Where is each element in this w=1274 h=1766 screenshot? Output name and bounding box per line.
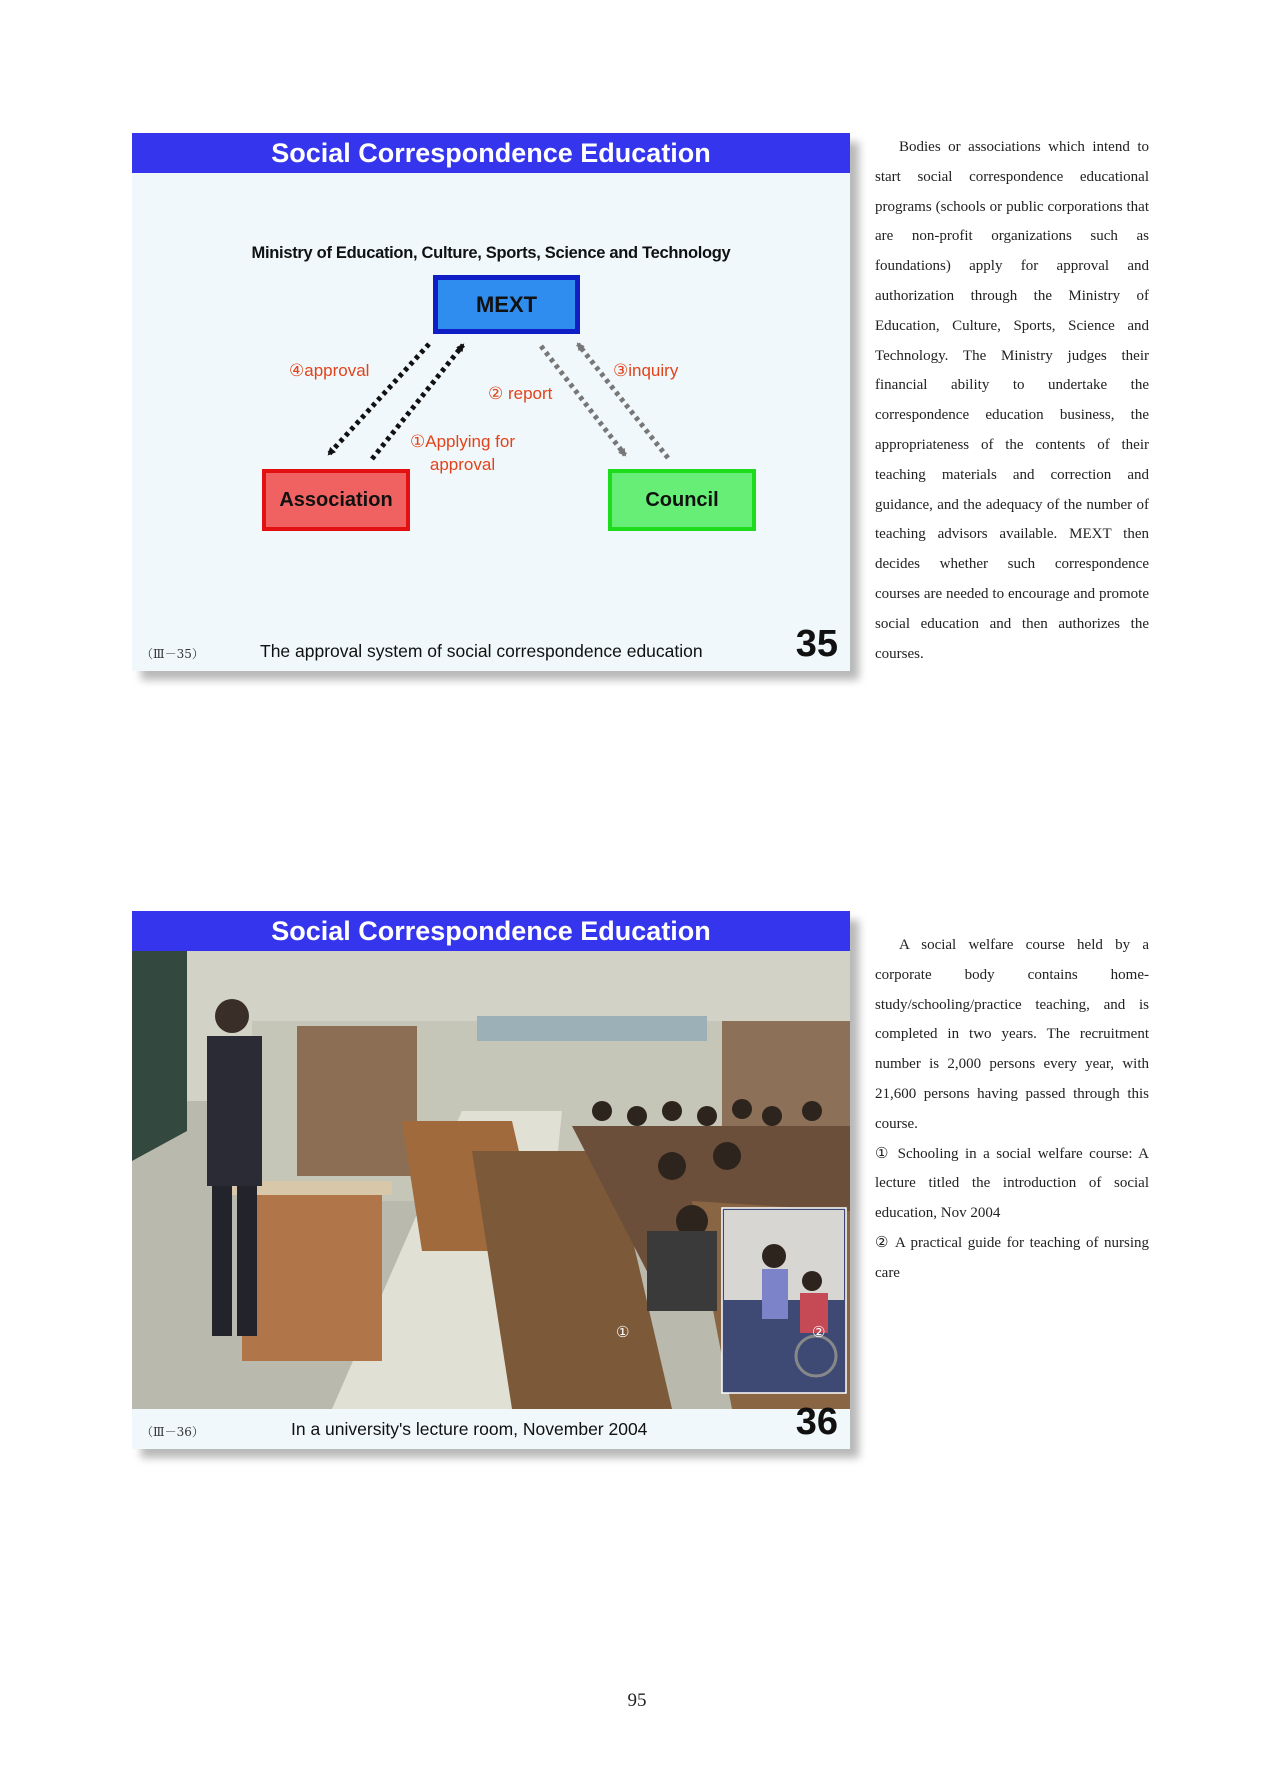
slide-title: Social Correspondence Education — [132, 911, 850, 951]
slide-title: Social Correspondence Education — [132, 133, 850, 173]
mext-box: MEXT — [433, 275, 580, 334]
page-number: 95 — [627, 1690, 647, 1711]
label-inquiry: ③inquiry — [613, 361, 679, 380]
association-box: Association — [262, 469, 410, 531]
slide-caption: In a university's lecture room, November 2004 — [291, 1419, 648, 1439]
slide-ref: （Ⅲ－35） — [141, 647, 204, 661]
label-applying-line1: ①Applying for — [410, 432, 516, 451]
photo-marker-2: ② — [812, 1323, 826, 1341]
slide-35 — [132, 133, 850, 671]
description-item-2: ② A practical guide for teaching of nursing care — [875, 1234, 1149, 1281]
label-applying-line2: approval — [429, 455, 496, 474]
label-report: ② report — [488, 384, 553, 403]
label-applying — [410, 430, 515, 476]
photo-marker-1: ① — [616, 1323, 630, 1341]
label-approval: ④approval — [289, 361, 370, 380]
ministry-label: Ministry of Education, Culture, Sports, Science and Technology — [251, 244, 731, 262]
slide-ref: （Ⅲ－36） — [141, 1425, 204, 1439]
description-slide-35 — [875, 133, 1149, 669]
slide-number: 35 — [795, 623, 838, 665]
slide-36 — [132, 911, 850, 1449]
description-text: Bodies or associations which intend to start social correspondence educational programs (schools or public corporations that are non-profit organizations such as foundations) apply for approval and authorization through the Ministry of Education, Culture, Sports, Science and Technology. The Ministry judges their financial ability to undertake the correspondence education business, the appropriateness of the contents of their teaching materials and correction and guidance, and the adequacy of the number of teaching advisors available. MEXT then decides whether such correspondence courses are needed to encourage and promote social education and then authorizes the courses. — [875, 139, 1149, 662]
description-item-1: ① Schooling in a social welfare course: A lecture titled the introduction of social education, Nov 2004 — [875, 1145, 1149, 1222]
description-main: A social welfare course held by a corporate body contains home-study/schooling/practice teaching, and is completed in two years. The recruitment number is 2,000 persons every year, with 21,600 persons having passed through this course. — [875, 937, 1149, 1132]
lecture-room-photo — [132, 951, 850, 1409]
council-box: Council — [608, 469, 756, 531]
slide-caption: The approval system of social correspondence education — [260, 641, 703, 661]
description-slide-36 — [875, 931, 1149, 1289]
slide-number: 36 — [795, 1401, 838, 1443]
